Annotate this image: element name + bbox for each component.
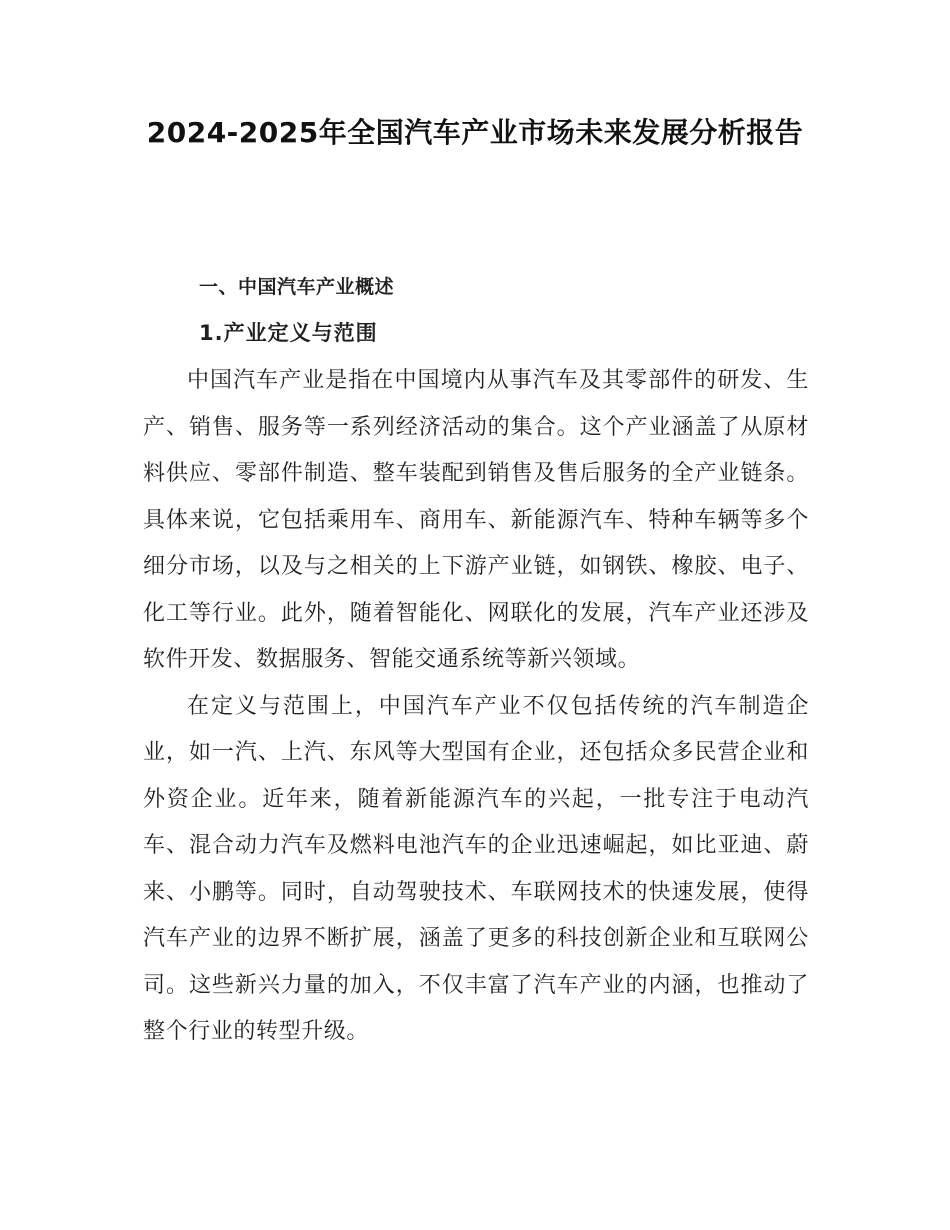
document-body [143,268,809,1056]
subsection-heading: 1.产业定义与范围 [199,321,378,345]
document-title: 2024-2025年全国汽车产业市场未来发展分析报告 [146,116,804,149]
body-paragraph: 在定义与范围上，中国汽车产业不仅包括传统的汽车制造企业，如一汽、上汽、东风等大型国有企业，还包括众多民营企业和外资企业。近年来，随着新能源汽车的兴起，一批专注于电动汽车、混合动力汽车及燃料电池汽车的企业迅速崛起，如比亚迪、蔚来、小鹏等。同时，自动驾驶技术、车联网技术的快速发展，使得汽车产业的边界不断扩展，涵盖了更多的科技创新企业和互联网公司。这些新兴力量的加入，不仅丰富了汽车产业的内涵，也推动了整个行业的转型升级。 [143,693,809,1044]
section-heading: 一、中国汽车产业概述 [199,276,395,298]
body-paragraph: 中国汽车产业是指在中国境内从事汽车及其零部件的研发、生产、销售、服务等一系列经济活动的集合。这个产业涵盖了从原材料供应、零部件制造、整车装配到销售及售后服务的全产业链条。具体来说，它包括乘用车、商用车、新能源汽车、特种车辆等多个细分市场，以及与之相关的上下游产业链，如钢铁、橡胶、电子、化工等行业。此外，随着智能化、网联化的发展，汽车产业还涉及软件开发、数据服务、智能交通系统等新兴领域。 [143,368,809,672]
